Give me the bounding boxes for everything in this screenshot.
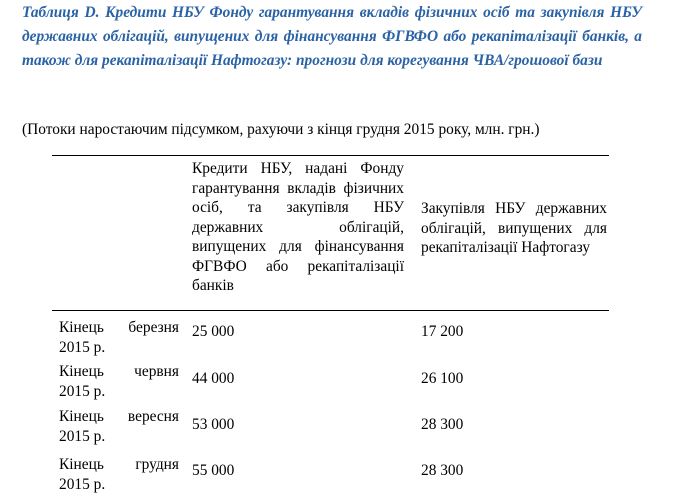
table-cell-nbu-credits: 55 000 (192, 462, 235, 479)
table-cell-naftogaz-bonds: 28 300 (421, 462, 464, 479)
row-label: Кінець березня 2015 р. (59, 319, 179, 356)
column-header-naftogaz-bonds: Закупівля НБУ державних облігацій, випущених для рекапіталізації Нафтогазу (421, 200, 607, 256)
table-cell-naftogaz-bonds: 26 100 (421, 370, 464, 387)
table-header-rule (52, 310, 609, 311)
table-cell-nbu-credits: 53 000 (192, 416, 235, 433)
table-cell-nbu-credits: 25 000 (192, 323, 235, 340)
column-header-nbu-credits: Кредити НБУ, надані Фонду гарантування вкладів фізичних осіб, та закупівля НБУ державних облігацій, випущених для фінансування ФГВФО або рекапіталізації банків (192, 160, 404, 294)
row-label: Кінець вересня 2015 р. (59, 408, 179, 445)
table-cell-nbu-credits: 44 000 (192, 370, 235, 387)
table-title: Таблиця D. Кредити НБУ Фонду гарантування вкладів фізичних осіб та закупівля НБУ державних облігацій, випущених для фінансування ФГВФО або рекапіталізації банків, а також для рекапіталізації Нафтогазу: прогнози для корегування ЧВА/грошової бази (22, 4, 642, 69)
table-cell-naftogaz-bonds: 17 200 (421, 323, 464, 340)
row-label: Кінець червня 2015 р. (59, 363, 179, 400)
table-top-rule (52, 155, 609, 156)
table-subtitle: (Потоки наростаючим підсумком, рахуючи з кінця грудня 2015 року, млн. грн.) (22, 121, 540, 138)
table-cell-naftogaz-bonds: 28 300 (421, 416, 464, 433)
row-label: Кінець грудня 2015 р. (59, 456, 179, 493)
